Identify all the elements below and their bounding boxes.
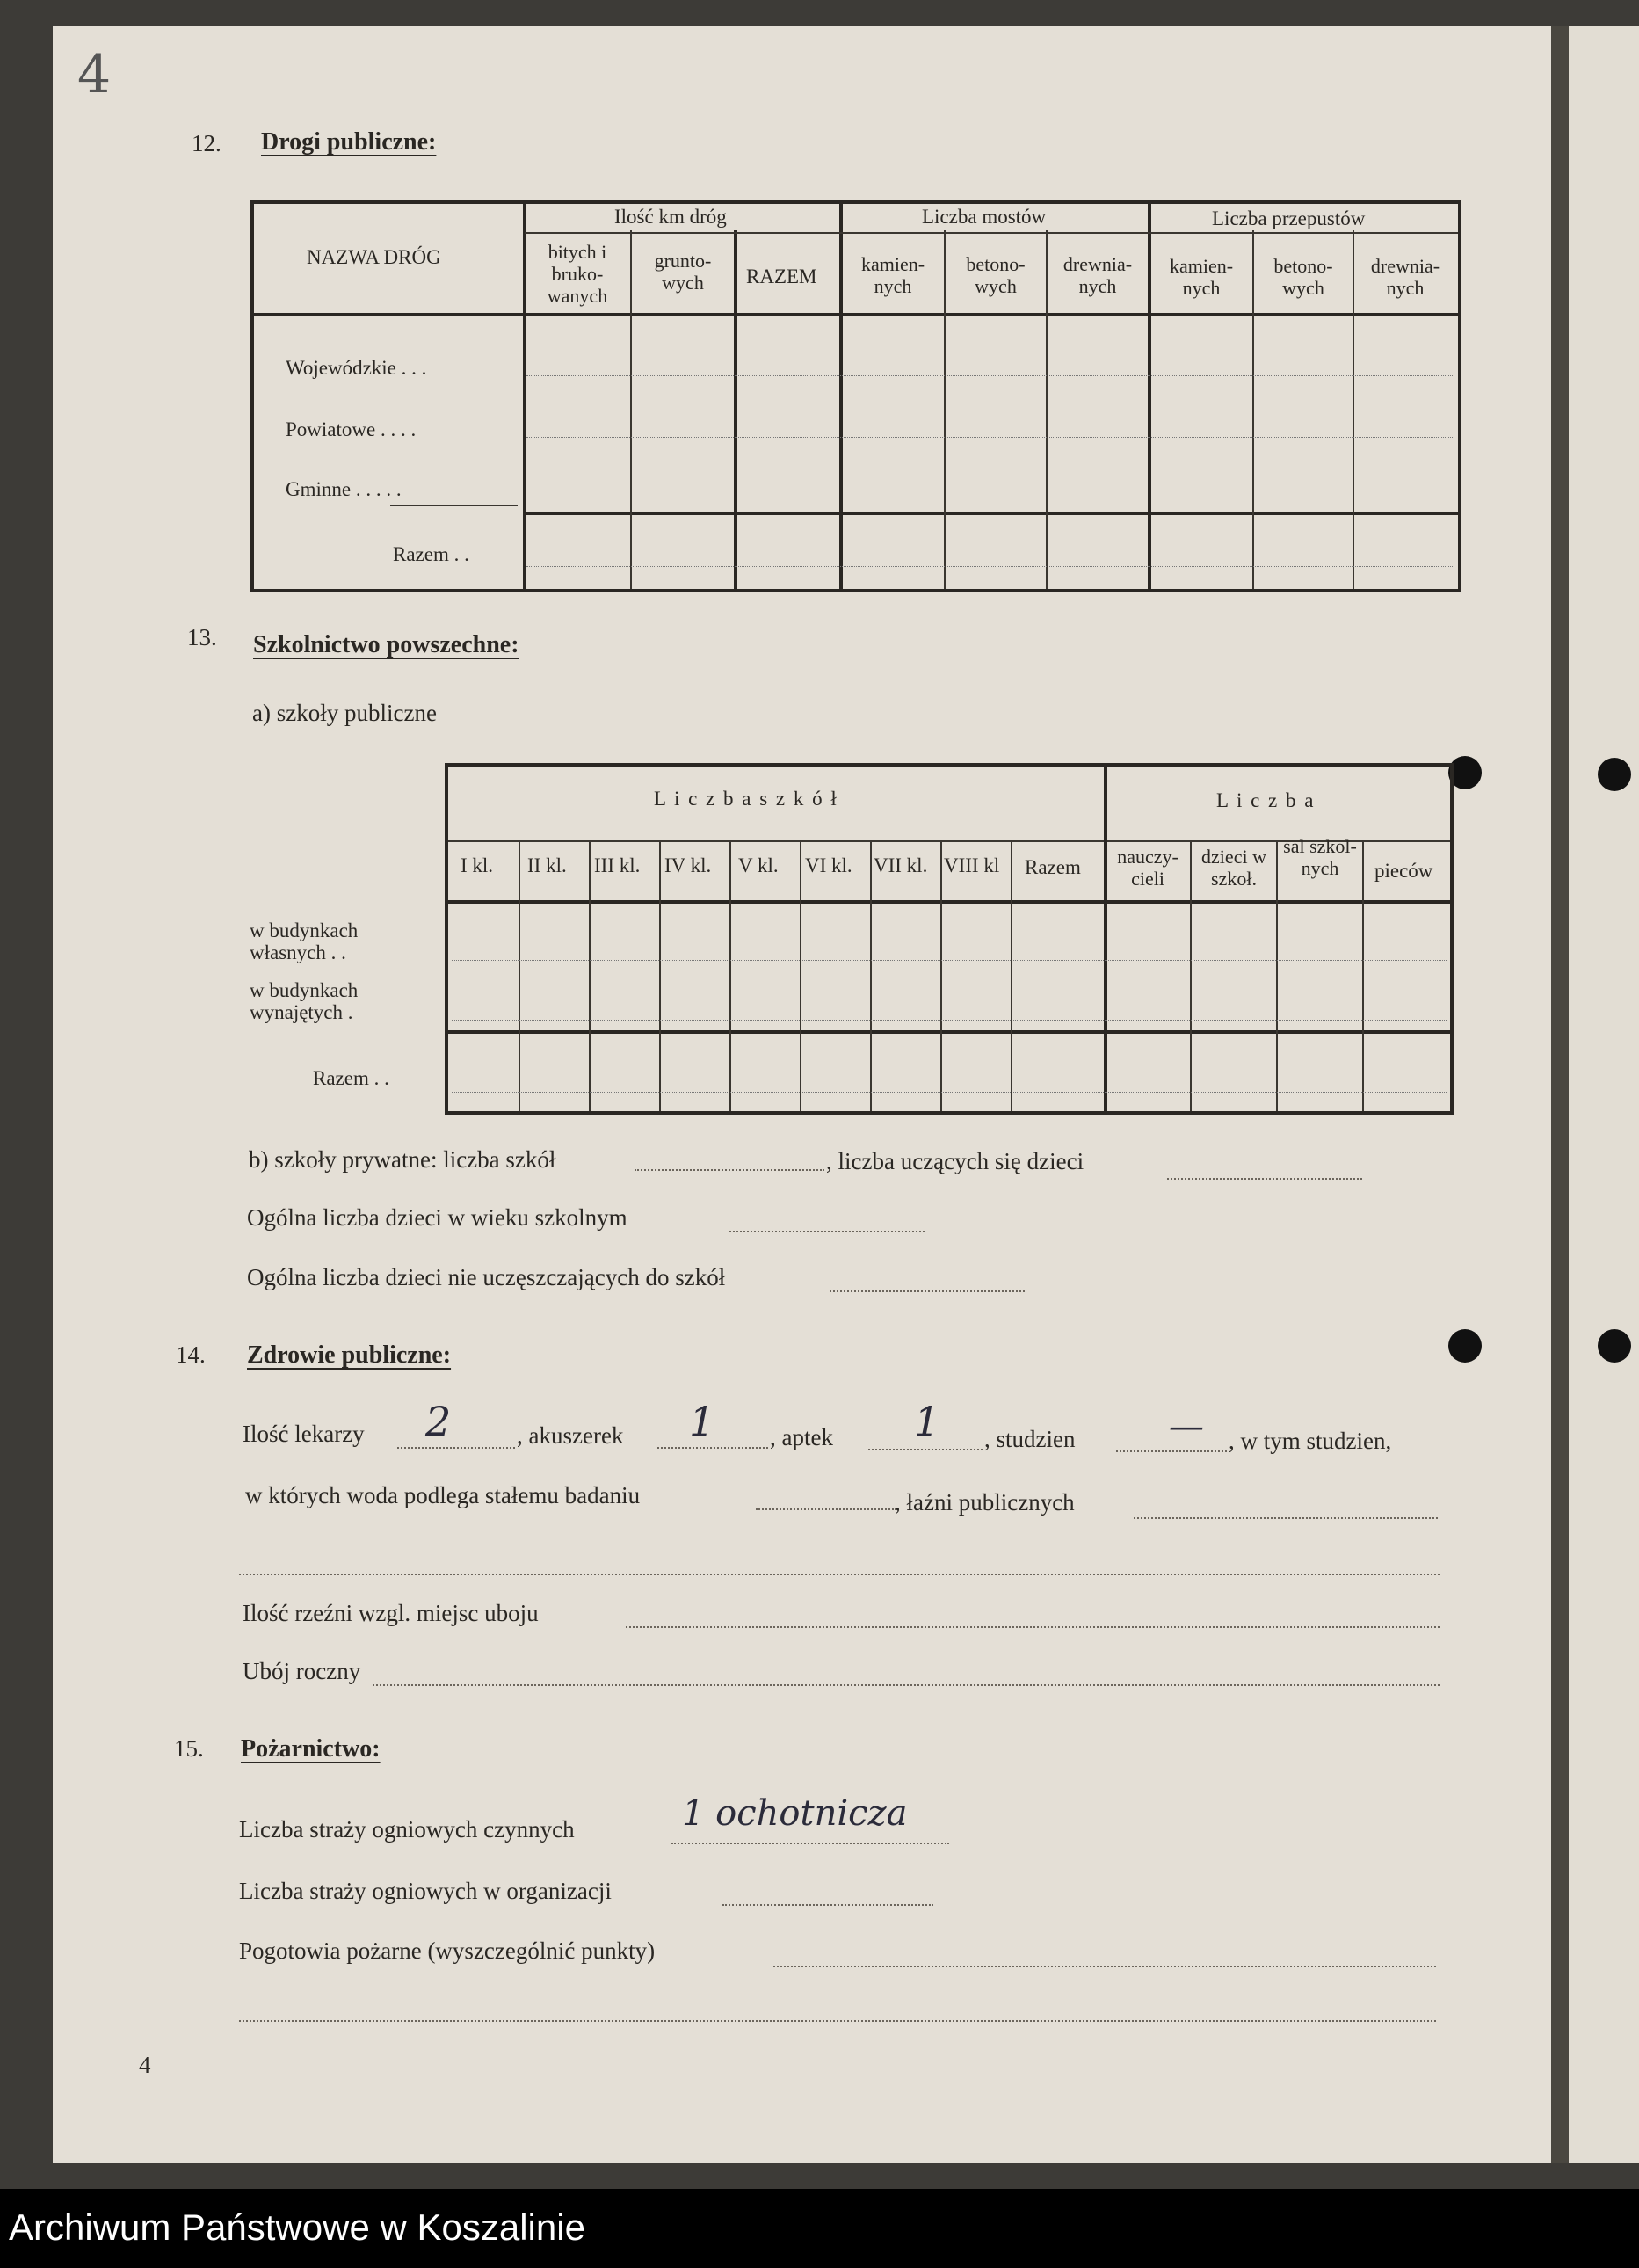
public-baths-label: , łaźni publicznych xyxy=(895,1489,1075,1516)
punch-hole xyxy=(1448,1329,1482,1363)
row-gminne: Gminne . . . . . xyxy=(286,478,402,500)
fire-readiness-field xyxy=(773,1966,1436,1967)
active-fire-brigades-field xyxy=(671,1843,949,1844)
pharmacies-label: , aptek xyxy=(770,1424,833,1450)
midwives-field xyxy=(657,1447,768,1449)
tested-water-label: w których woda podlega stałemu badaniu xyxy=(245,1482,641,1508)
slaughterhouses-label: Ilość rzeźni wzgl. miejsc uboju xyxy=(243,1600,539,1626)
row-budynki-wlasne: w budynkach własnych . . xyxy=(250,920,359,963)
next-page-edge xyxy=(1569,26,1639,2163)
non-attending-children-field xyxy=(830,1290,1025,1292)
col-liczba-szkol: L i c z b a s z k ó ł xyxy=(654,788,838,810)
section-12-title: Drogi publiczne: xyxy=(261,128,437,156)
row-wojewodzkie: Wojewódzkie . . . xyxy=(286,357,427,379)
private-schools-label: b) szkoły prywatne: liczba szkół xyxy=(249,1146,556,1173)
slaughterhouses-field xyxy=(626,1626,1440,1628)
roads-table xyxy=(250,200,1461,592)
wells-tested-label: , w tym studzien, xyxy=(1229,1428,1392,1454)
doctors-label: Ilość lekarzy xyxy=(243,1421,365,1447)
private-schools-count-field xyxy=(635,1169,824,1171)
section-13-number: 13. xyxy=(187,624,217,651)
row-razem-szkoly: Razem . . xyxy=(313,1067,389,1089)
fire-readiness-continuation-field xyxy=(239,2020,1436,2022)
section-12-number: 12. xyxy=(192,130,221,156)
wells-value: — xyxy=(1169,1407,1204,1447)
col-mosty-drewniane: drewnia- nych xyxy=(1062,253,1133,297)
col-km-drog: Ilość km dróg xyxy=(614,206,727,228)
punch-hole xyxy=(1598,758,1631,791)
active-fire-brigades-value: 1 ochotnicza xyxy=(682,1793,908,1834)
col-przepusty-drewniane: drewnia- nych xyxy=(1370,255,1440,299)
col-piecow: pieców xyxy=(1374,860,1433,882)
col-class-2: II kl. xyxy=(527,854,567,876)
col-class-6: VI kl. xyxy=(805,854,852,876)
doctors-field xyxy=(397,1447,515,1449)
col-class-5: V kl. xyxy=(738,854,779,876)
col-gruntowych: grunto- wych xyxy=(654,250,712,294)
organizing-fire-brigades-field xyxy=(722,1904,933,1906)
col-class-1: I kl. xyxy=(461,854,494,876)
school-age-children-label: Ogólna liczba dzieci w wieku szkolnym xyxy=(247,1204,627,1231)
col-przepusty-betonowe: betono- wych xyxy=(1273,255,1333,299)
public-schools-label: a) szkoły publiczne xyxy=(252,700,437,726)
annual-slaughter-field xyxy=(373,1684,1440,1686)
archive-footer xyxy=(0,2189,1639,2268)
row-razem: Razem . . xyxy=(393,543,469,565)
col-przepusty: Liczba przepustów xyxy=(1212,207,1366,229)
col-nauczycieli: nauczy- cieli xyxy=(1117,846,1178,890)
col-class-3: III kl. xyxy=(594,854,641,876)
col-bitych: bitych i bruko- wanych xyxy=(547,241,608,307)
baths-continuation-field xyxy=(239,1574,1440,1575)
pharmacies-value: 1 xyxy=(914,1398,940,1445)
wells-field xyxy=(1116,1450,1227,1452)
midwives-label: , akuszerek xyxy=(517,1422,624,1449)
section-13-title: Szkolnictwo powszechne: xyxy=(253,631,519,658)
corner-mark: 4 xyxy=(77,44,112,105)
col-mosty-kamienne: kamien- nych xyxy=(860,253,925,297)
section-14-number: 14. xyxy=(176,1341,206,1368)
col-class-4: IV kl. xyxy=(664,854,712,876)
public-baths-field xyxy=(1134,1517,1438,1519)
fire-readiness-label: Pogotowia pożarne (wyszczególnić punkty) xyxy=(239,1937,656,1964)
col-class-7: VII kl. xyxy=(874,854,928,876)
midwives-value: 1 xyxy=(689,1398,715,1445)
col-classes-razem: Razem xyxy=(1025,856,1081,878)
organizing-fire-brigades-label: Liczba straży ogniowych w organizacji xyxy=(239,1878,612,1904)
col-sal: sal szkol- nych xyxy=(1283,835,1357,879)
doctors-value: 2 xyxy=(425,1398,452,1445)
col-przepusty-kamienne: kamien- nych xyxy=(1169,255,1234,299)
section-15-number: 15. xyxy=(174,1735,204,1762)
col-mosty-betonowe: betono- wych xyxy=(966,253,1026,297)
section-15-title: Pożarnictwo: xyxy=(241,1735,381,1763)
page-number: 4 xyxy=(139,2052,151,2078)
annual-slaughter-label: Ubój roczny xyxy=(243,1658,361,1684)
col-mosty: Liczba mostów xyxy=(922,206,1047,228)
pharmacies-field xyxy=(868,1449,983,1450)
schools-table xyxy=(445,763,1454,1115)
col-nazwa-drog: NAZWA DRÓG xyxy=(307,246,441,268)
row-powiatowe: Powiatowe . . . . xyxy=(286,418,417,440)
row-budynki-wynajete: w budynkach wynajętych . xyxy=(250,979,359,1023)
section-14-title: Zdrowie publiczne: xyxy=(247,1341,452,1369)
archive-name: Archiwum Państwowe w Koszalinie xyxy=(9,2206,585,2248)
binding-spine xyxy=(1551,26,1569,2163)
wells-label: , studzien xyxy=(984,1426,1076,1452)
col-razem: RAZEM xyxy=(746,265,817,287)
active-fire-brigades-label: Liczba straży ogniowych czynnych xyxy=(239,1816,575,1843)
col-liczba: L i c z b a xyxy=(1216,789,1316,811)
punch-hole xyxy=(1598,1329,1631,1363)
private-children-label: , liczba uczących się dzieci xyxy=(826,1148,1084,1174)
col-class-8: VIII kl xyxy=(944,854,1000,876)
col-dzieci: dzieci w szkoł. xyxy=(1201,846,1266,890)
non-attending-children-label: Ogólna liczba dzieci nie uczęszczających do szkół xyxy=(247,1264,726,1290)
private-children-field xyxy=(1167,1178,1362,1180)
tested-water-field xyxy=(756,1508,896,1510)
school-age-children-field xyxy=(729,1231,925,1232)
